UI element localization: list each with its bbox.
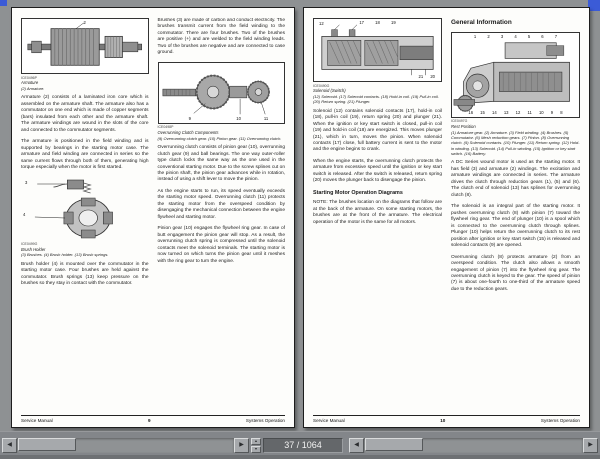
callout-9: 9 xyxy=(188,116,191,122)
triangle-up-icon: ▲ xyxy=(254,439,258,443)
figure-id: ICE0497G xyxy=(451,119,468,124)
paragraph: Brush holder (4) is mounted over the commutator in the starting motor case. Four brushes are held against the commutator. Brush springs (13) keep pressure on the brushes so they stay in contact with the commutator. xyxy=(21,261,149,287)
paragraph: Armature (2) consists of a laminated iron core which is assembled on the armature shaft. The armature also has a commutator on one end which is made of copper segments (bars) insulated from each other and the armature shaft. The armature windings are wound in the slots of the core and connected to the commutator segments. xyxy=(21,95,149,133)
armature-figure xyxy=(21,18,149,91)
paragraph: Brushes (3) are made of carbon and conduct electricity. The brushes transmit current from the field winding to the commutator. There are four brushes. Two of the brushes are positive (+) and are welded to the field winding leads. Two of the brushes are negative and are connected to case ground. xyxy=(157,18,285,56)
page-counter[interactable]: 37 / 1064 xyxy=(263,438,343,453)
figure-id: ICE0490G xyxy=(313,83,330,88)
paragraph: The armature is positioned in the field winding and is supported by bearings in the starting motor case. The armature and field winding are connected in series so the same current flows through both of them, generating high torque especially when the motor is first started. xyxy=(21,139,149,170)
callout-12: 12 xyxy=(319,21,324,26)
page9-column-1 xyxy=(21,18,149,411)
brush-holder-drawing-area xyxy=(21,176,149,240)
brush-holder-drawing xyxy=(21,176,149,240)
footer-section-label: Systems Operation xyxy=(540,418,580,423)
scroll-left-button[interactable] xyxy=(349,438,364,453)
page-footer xyxy=(313,415,580,423)
brush-holder-figure xyxy=(21,176,149,257)
note-paragraph: NOTE: The brushes location on the diagrams that follow are at the back of the armature. On some starting motors, the brushes are at the front of the armature. The electrical operation of the motor is the same for all motors. xyxy=(313,200,442,225)
page-down-button[interactable] xyxy=(251,446,261,453)
motor-bottom-callouts: 16 15 14 13 12 11 10 9 8 xyxy=(468,109,563,115)
scroll-right-button[interactable] xyxy=(234,438,249,453)
footer-page-number: 10 xyxy=(440,418,446,423)
figure-title: Armature xyxy=(21,80,39,86)
right-page-scrollbar[interactable] xyxy=(349,438,598,453)
figure-legend: (12) Solenoid. (17) Solenoid contacts. (18) Hold-in coil. (19) Pull-in coil. (20) Return spring. (21) Plunger. xyxy=(313,93,439,105)
armature-drawing xyxy=(22,19,148,73)
figure-legend: (9) Overrunning clutch gear. (10) Pinion gear. (11) Overrunning clutch. xyxy=(157,135,282,141)
solenoid-drawing-frame xyxy=(313,18,442,82)
callout-2: 2 xyxy=(83,20,86,25)
starting-motor-drawing-frame xyxy=(451,32,580,118)
scroll-right-button[interactable] xyxy=(583,438,598,453)
triangle-down-icon: ▼ xyxy=(254,447,258,451)
triangle-left-icon: ◀ xyxy=(7,442,12,448)
starting-motor-drawing xyxy=(452,33,579,117)
paragraph: When the engine starts, the overrunning clutch protects the armature from excessive speed until the ignition or key start switch is released. After the switch is released, return spring (20) moves the plunger back to disengage the pinion. xyxy=(313,158,442,184)
figure-legend: (2) Armature. xyxy=(21,85,45,91)
scrollbar-track[interactable] xyxy=(17,438,234,453)
scrollbar-thumb[interactable] xyxy=(18,438,76,451)
solenoid-top-callouts: 17 18 19 xyxy=(359,20,396,25)
armature-drawing-frame xyxy=(21,18,149,74)
footer-section-label: Systems Operation xyxy=(245,418,285,423)
page-spinner xyxy=(251,438,261,453)
page10-column-1 xyxy=(313,18,442,411)
scrollbar-track[interactable] xyxy=(364,438,583,453)
callout-4: 4 xyxy=(23,212,26,218)
manual-page-10 xyxy=(303,7,590,428)
page9-column-2 xyxy=(158,18,286,411)
callout-11: 11 xyxy=(263,116,269,122)
scrollbar-thumb[interactable] xyxy=(365,438,423,451)
page10-column-2 xyxy=(451,18,580,411)
motor-top-callouts: 1 2 3 4 5 6 7 xyxy=(473,33,558,39)
paragraph: The solenoid is an integral part of the starting motor. It pushes overrunning clutch (8) with pinion (7) toward the flywheel ring gear. The end of plunger (10) is a spool which is connected to the overrunning clutch through splines. Plunger (10) helps return the overrunning clutch to its rest position after ignition or key start switch (15) is released and solenoid contacts (9) are opened. xyxy=(451,204,580,249)
figure-id: ICE0496P xyxy=(21,75,37,80)
viewer-toolbar xyxy=(0,431,600,459)
paragraph: Solenoid (12) contains solenoid contacts (17), hold-in coil (18), pull-in coil (19), return spring (20) and plunger (21). When the ignition or key start switch is closed, pull-in coil (19) and hold-in coil (18) are energized. This moves plunger (21), which in turn, moves the pinion. When solenoid contacts (17) close, full battery current is sent to the motor and the engine begins to crank. xyxy=(313,108,442,153)
section-heading-general-information: General Information xyxy=(451,19,512,26)
figure-legend: (1) Armature gear. (2) Armature. (3) Field winding. (4) Brushes. (5) Commutator. (6) Mesh reduction gears. (7) Pinion. (8) Overrunning clutch. (9) Solenoid contacts. (10) Plunger. (11) Return spring. (12) Hold-in winding. (13) Solenoid. (14) Pull-in winding. (15) Ignition or key start switch. (16) Battery. xyxy=(451,129,580,157)
section-heading-operation-diagrams: Starting Motor Operation Diagrams xyxy=(313,189,403,196)
paragraph: A DC Series wound motor is used as the starting motor. It has field (3) and armature (2) windings. The excitation and armature windings are connected in series. The armature drives the clutch through reduction gears (1), (5) and (6). The clutch end of solenoid (13) has splines for overrunning clutch (8). xyxy=(451,160,580,198)
window-corner-accent-left xyxy=(0,0,7,6)
figure-title: Rest Position xyxy=(451,123,476,129)
figure-legend: (3) Brushes. (4) Brush holder. (13) Brush springs. xyxy=(21,252,109,258)
paragraph: Overrunning clutch consists of pinion gear (10), overrunning clutch gear (9) and ball bearings. The one way outer-roller type clutch locks the same way as the one used in the conventional starting motor. Due to the screw splines cut on the pinion shaft, the pinion gear advances while in rotation, instead of using a shift lever to move the pinion. xyxy=(157,145,285,183)
paragraph: Pinion gear (10) engages the flywheel ring gear. In case of butt engagement the pinion gear will stop. As a result, the overrunning clutch spring is compressed until the solenoid contacts meet the solenoid terminals. The starting motor is now turned on which turns the pinion gear until it meshes with the ring gear to turn the engine. xyxy=(157,226,285,264)
triangle-left-icon: ◀ xyxy=(354,442,359,448)
triangle-right-icon: ▶ xyxy=(239,442,244,448)
page-footer xyxy=(21,415,285,423)
paragraph: Overrunning clutch (8) protects armature (2) from an overspeed condition. The clutch also allows a smooth engagement of pinion (7) into the flywheel ring gear. The overrunning clutch is keyed to the gear. The speed of pinion (7) is about one-fourth to one-third of the armature speed due to the reduction gears. xyxy=(451,254,580,292)
figure-id: ICE0498P xyxy=(157,125,174,130)
callout-10: 10 xyxy=(236,116,241,122)
footer-manual-label: Service Manual xyxy=(21,418,53,423)
manual-page-9 xyxy=(11,7,295,428)
figure-id: ICE0499G xyxy=(21,241,38,246)
footer-page-number: 9 xyxy=(148,418,151,423)
triangle-right-icon: ▶ xyxy=(588,442,593,448)
left-page-scrollbar[interactable] xyxy=(2,438,249,453)
figure-title: Solenoid (Switch) xyxy=(313,88,346,94)
footer-manual-label: Service Manual xyxy=(313,418,345,423)
page-navigator xyxy=(251,438,343,453)
solenoid-drawing xyxy=(314,19,441,81)
solenoid-figure xyxy=(313,18,442,105)
overrunning-clutch-figure xyxy=(158,62,286,141)
solenoid-bottom-callouts: 21 20 xyxy=(418,74,435,80)
paragraph: As the engine starts to run, its speed eventually exceeds the starting motor speed. Overrunning clutch (11) protects the starting motor from the overspeed condition by disengaging the mechanical connection between the engine flywheel and starting motor. xyxy=(157,188,285,220)
figure-title: Brush Holder xyxy=(21,246,46,252)
page-up-button[interactable] xyxy=(251,438,261,445)
page9-content xyxy=(21,18,285,411)
callout-3: 3 xyxy=(25,180,28,186)
starting-motor-figure xyxy=(451,32,580,157)
clutch-drawing xyxy=(159,63,285,123)
scroll-left-button[interactable] xyxy=(2,438,17,453)
clutch-drawing-frame xyxy=(158,62,286,124)
figure-title: Overrunning Clutch Components xyxy=(157,130,219,136)
page10-content xyxy=(313,18,580,411)
